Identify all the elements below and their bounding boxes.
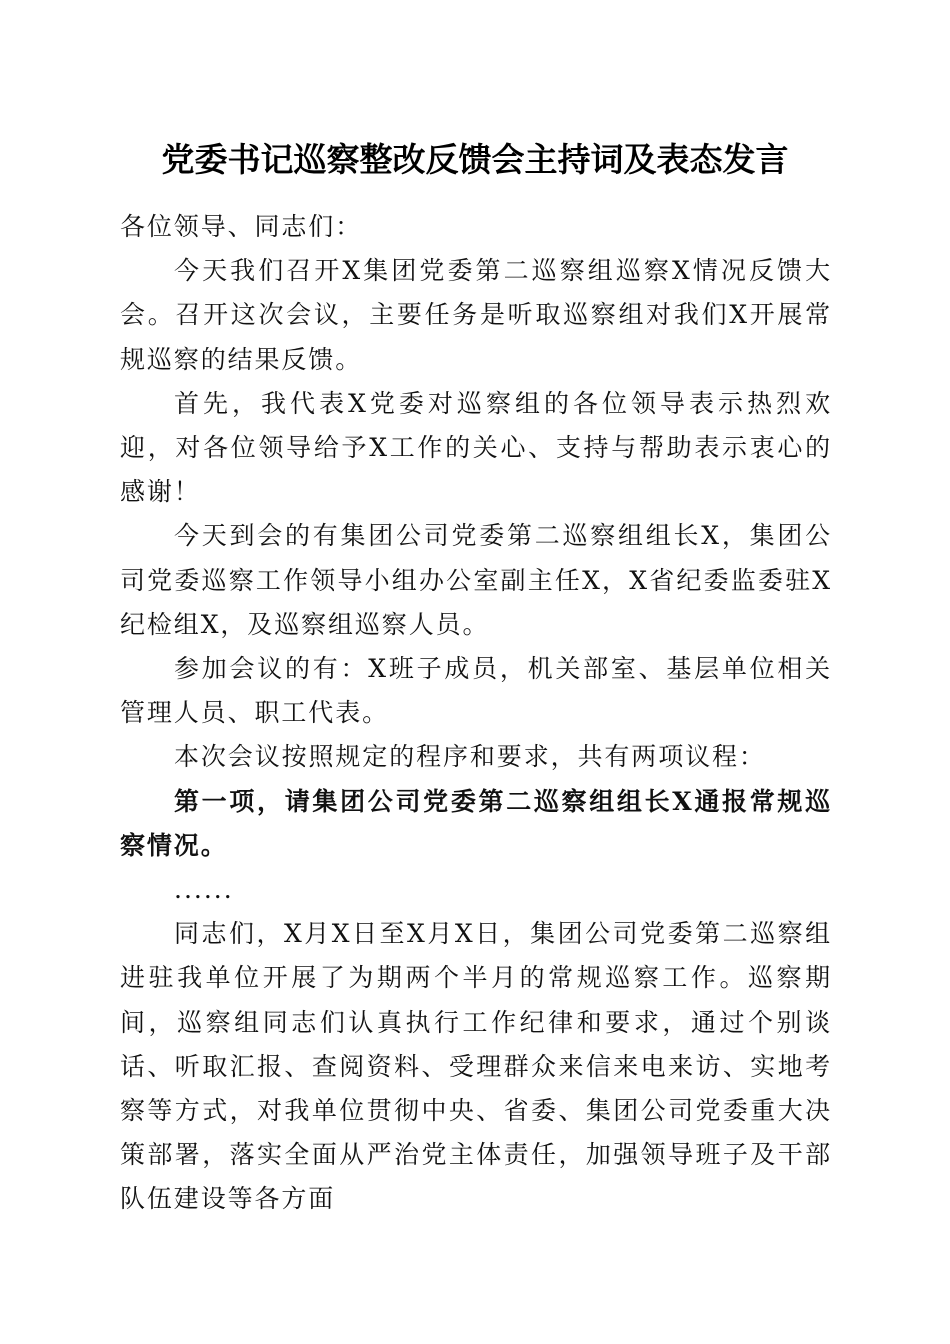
paragraph-ellipsis: ...... [174, 875, 234, 905]
document-body [120, 205, 832, 1222]
paragraph-statement: 同志们，X月X日至X月X日，集团公司党委第二巡察组进驻我单位开展了为期两个半月的常规巡察工作。巡察期间，巡察组同志们认真执行工作纪律和要求，通过个别谈话、听取汇报、查阅资料、受理群众来信来电来访、实地考察等方式，对我单位贯彻中央、省委、集团公司党委重大决策部署，落实全面从严治党主体责任，加强领导班子及干部队伍建设等各方面 [120, 919, 832, 1214]
paragraph-opening: 今天我们召开X集团党委第二巡察组巡察X情况反馈大会。召开这次会议，主要任务是听取巡察组对我们X开展常规巡察的结果反馈。 [120, 256, 832, 374]
paragraph-attendees: 今天到会的有集团公司党委第二巡察组组长X，集团公司党委巡察工作领导小组办公室副主任X，X省纪委监委驻X纪检组X，及巡察组巡察人员。 [120, 521, 832, 639]
paragraph-agenda: 本次会议按照规定的程序和要求，共有两项议程： [174, 742, 766, 772]
paragraph-agenda-item-one: 第一项，请集团公司党委第二巡察组组长X通报常规巡察情况。 [120, 786, 832, 860]
paragraph-participants: 参加会议的有：X班子成员，机关部室、基层单位相关管理人员、职工代表。 [120, 654, 832, 728]
paragraph-welcome: 首先，我代表X党委对巡察组的各位领导表示热烈欢迎，对各位领导给予X工作的关心、支持与帮助表示衷心的感谢！ [120, 388, 832, 507]
document-title: 党委书记巡察整改反馈会主持词及表态发言 [161, 140, 789, 179]
salutation: 各位领导、同志们： [120, 212, 363, 241]
